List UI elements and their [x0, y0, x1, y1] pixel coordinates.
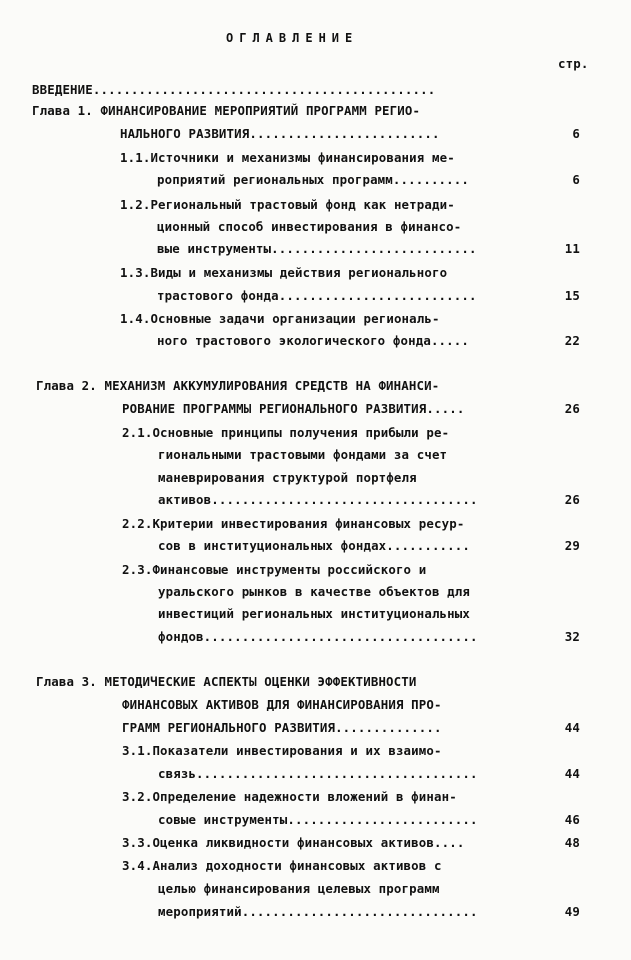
toc-line: ГРАММ РЕГИОНАЛЬНОГО РАЗВИТИЯ.............. [122, 720, 442, 735]
toc-line: ционный способ инвестирования в финансо- [157, 219, 462, 234]
toc-line: 3.2.Определение надежности вложений в финан- [122, 789, 457, 804]
toc-line: активов................................... [158, 492, 478, 507]
toc-line: 1.1.Источники и механизмы финансирования ме- [120, 150, 455, 165]
page-number: 6 [572, 172, 580, 187]
toc-line: гиональными трастовыми фондами за счет [158, 447, 448, 462]
toc-line: целью финансирования целевых программ [158, 881, 440, 896]
toc-line: 1.4.Основные задачи организации региональ- [120, 311, 440, 326]
page-number: 44 [564, 766, 580, 781]
toc-line: сов в институциональных фондах........... [158, 538, 471, 553]
toc-line: ВВЕДЕНИЕ............................................. [32, 82, 436, 97]
page-number: 48 [564, 835, 580, 850]
page-number: 29 [564, 538, 580, 553]
chapter-3-heading: Глава 3. МЕТОДИЧЕСКИЕ АСПЕКТЫ ОЦЕНКИ ЭФФЕКТИВНОСТИ [36, 674, 417, 689]
toc-line: РОВАНИЕ ПРОГРАММЫ РЕГИОНАЛЬНОГО РАЗВИТИЯ..... [122, 401, 465, 416]
toc-line: вые инструменты........................... [157, 241, 477, 256]
toc-line: 3.4.Анализ доходности финансовых активов с [122, 858, 442, 873]
page-number: 32 [564, 629, 580, 644]
chapter-2-heading: Глава 2. МЕХАНИЗМ АККУМУЛИРОВАНИЯ СРЕДСТВ НА ФИНАНСИ- [36, 378, 440, 393]
toc-line: связь..................................... [158, 766, 478, 781]
page-number: 26 [564, 492, 580, 507]
page-number: 44 [564, 720, 580, 735]
toc-line: ФИНАНСОВЫХ АКТИВОВ ДЛЯ ФИНАНСИРОВАНИЯ ПРО- [122, 697, 442, 712]
chapter-1-heading: Глава 1. ФИНАНСИРОВАНИЕ МЕРОПРИЯТИЙ ПРОГРАММ РЕГИО- [32, 103, 421, 118]
toc-title: ОГЛАВЛЕНИЕ [226, 31, 359, 45]
toc-line: трастового фонда.......................... [157, 288, 477, 303]
page-number: 49 [564, 904, 580, 919]
page-number: 22 [564, 333, 580, 348]
toc-line: инвестиций региональных институциональных [158, 606, 471, 621]
toc-line: уральского рынков в качестве объектов для [158, 584, 471, 599]
toc-line: маневрирования структурой портфеля [158, 470, 417, 485]
toc-line: совые инструменты......................... [158, 812, 478, 827]
page-number: 15 [564, 288, 580, 303]
page-column-label: стр. [558, 56, 589, 71]
page-number: 11 [564, 241, 580, 256]
toc-line: 1.2.Региональный трастовый фонд как нетради- [120, 197, 455, 212]
toc-line: ного трастового экологического фонда..... [157, 333, 470, 348]
toc-line: НАЛЬНОГО РАЗВИТИЯ......................... [120, 126, 440, 141]
toc-line: мероприятий............................... [158, 904, 478, 919]
toc-line: фондов.................................... [158, 629, 478, 644]
page-number: 6 [572, 126, 580, 141]
toc-line: 3.1.Показатели инвестирования и их взаимо- [122, 743, 442, 758]
page-number: 46 [564, 812, 580, 827]
toc-line: 2.1.Основные принципы получения прибыли ре- [122, 425, 450, 440]
page-number: 26 [564, 401, 580, 416]
toc-line: 1.3.Виды и механизмы действия регионального [120, 265, 448, 280]
toc-line: 2.2.Критерии инвестирования финансовых ресур- [122, 516, 465, 531]
toc-line: 2.3.Финансовые инструменты российского и [122, 562, 427, 577]
toc-line: роприятий региональных программ.......... [157, 172, 470, 187]
toc-line: 3.3.Оценка ликвидности финансовых активов.... [122, 835, 465, 850]
